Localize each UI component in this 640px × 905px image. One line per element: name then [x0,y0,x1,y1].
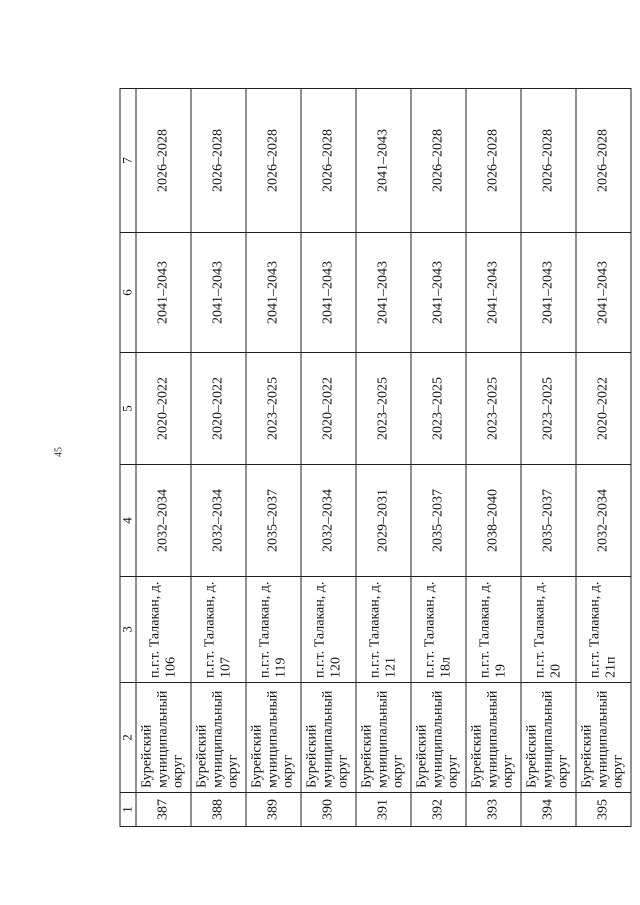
district-cell: Бурейский муниципальный округ [521,683,576,793]
period-cell: 2020–2022 [576,353,631,465]
address-cell: п.г.т. Талакан, д. 20 [521,577,576,683]
row-number-cell: 389 [246,793,301,827]
period-cell: 2026–2028 [191,89,246,233]
row-number-cell: 394 [521,793,576,827]
table-body [136,89,631,827]
table-row [136,89,191,827]
column-header: 5 [120,353,136,465]
period-cell: 2026–2028 [246,89,301,233]
period-cell: 2026–2028 [521,89,576,233]
period-cell: 2023–2025 [466,353,521,465]
address-cell: п.г.т. Талакан, д. 107 [191,577,246,683]
column-header: 7 [120,89,136,233]
address-cell: п.г.т. Талакан, д. 120 [301,577,356,683]
column-header: 3 [120,577,136,683]
district-cell: Бурейский муниципальный округ [136,683,191,793]
row-number-cell: 390 [301,793,356,827]
period-cell: 2041–2043 [466,233,521,353]
address-cell: п.г.т. Талакан, д. 21п [576,577,631,683]
district-cell: Бурейский муниципальный округ [356,683,411,793]
period-cell: 2032–2034 [576,465,631,577]
district-cell: Бурейский муниципальный округ [576,683,631,793]
period-cell: 2023–2025 [521,353,576,465]
row-number-cell: 393 [466,793,521,827]
row-number-cell: 387 [136,793,191,827]
schedule-table [120,88,632,827]
district-cell: Бурейский муниципальный округ [191,683,246,793]
period-cell: 2041–2043 [246,233,301,353]
table-row [301,89,356,827]
address-cell: п.г.т. Талакан, д. 121 [356,577,411,683]
table-row [246,89,301,827]
row-number-cell: 388 [191,793,246,827]
column-header: 1 [120,793,136,827]
period-cell: 2020–2022 [191,353,246,465]
district-cell: Бурейский муниципальный округ [301,683,356,793]
period-cell: 2032–2034 [136,465,191,577]
period-cell: 2041–2043 [356,233,411,353]
period-cell: 2041–2043 [191,233,246,353]
row-number-cell: 395 [576,793,631,827]
period-cell: 2032–2034 [301,465,356,577]
period-cell: 2023–2025 [411,353,466,465]
table-row [576,89,631,827]
header-row [120,89,136,827]
period-cell: 2041–2043 [301,233,356,353]
table-row [521,89,576,827]
period-cell: 2041–2043 [521,233,576,353]
address-cell: п.г.т. Талакан, д. 119 [246,577,301,683]
period-cell: 2032–2034 [191,465,246,577]
address-cell: п.г.т. Талакан, д. 19 [466,577,521,683]
period-cell: 2026–2028 [466,89,521,233]
district-cell: Бурейский муниципальный округ [411,683,466,793]
district-cell: Бурейский муниципальный округ [246,683,301,793]
period-cell: 2041–2043 [136,233,191,353]
period-cell: 2035–2037 [411,465,466,577]
period-cell: 2020–2022 [301,353,356,465]
period-cell: 2035–2037 [521,465,576,577]
period-cell: 2041–2043 [576,233,631,353]
address-cell: п.г.т. Талакан, д. 18л [411,577,466,683]
table-row [356,89,411,827]
table-row [191,89,246,827]
table-row [466,89,521,827]
period-cell: 2026–2028 [576,89,631,233]
page-number: 45 [53,447,65,457]
row-number-cell: 391 [356,793,411,827]
period-cell: 2026–2028 [411,89,466,233]
column-header: 6 [120,233,136,353]
schedule-table-container [119,89,626,827]
period-cell: 2035–2037 [246,465,301,577]
period-cell: 2038–2040 [466,465,521,577]
period-cell: 2023–2025 [356,353,411,465]
row-number-cell: 392 [411,793,466,827]
address-cell: п.г.т. Талакан, д. 106 [136,577,191,683]
column-header: 4 [120,465,136,577]
period-cell: 2026–2028 [136,89,191,233]
column-header: 2 [120,683,136,793]
period-cell: 2026–2028 [301,89,356,233]
period-cell: 2041–2043 [356,89,411,233]
period-cell: 2020–2022 [136,353,191,465]
district-cell: Бурейский муниципальный округ [466,683,521,793]
period-cell: 2029–2031 [356,465,411,577]
period-cell: 2023–2025 [246,353,301,465]
period-cell: 2041–2043 [411,233,466,353]
table-row [411,89,466,827]
